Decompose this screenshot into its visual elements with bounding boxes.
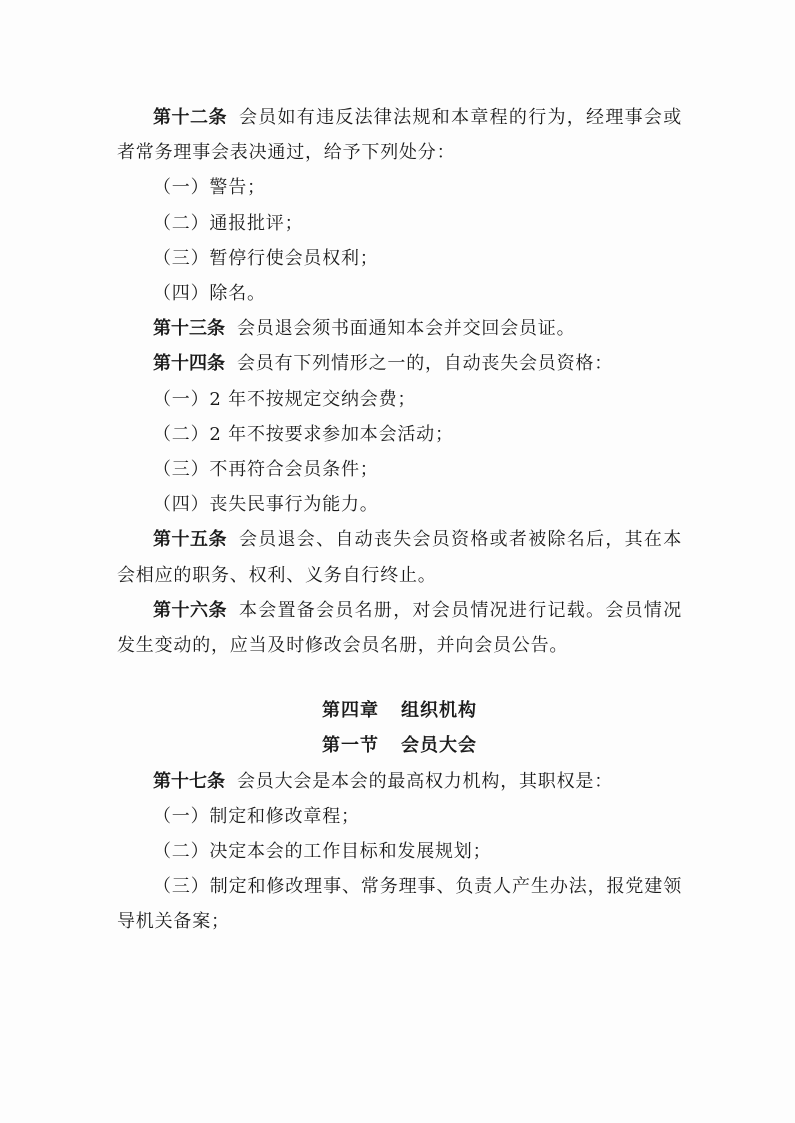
list-item: （二）2 年不按要求参加本会活动； (153, 423, 454, 445)
list-item-wrapped: （三）制定和修改理事、常务理事、负责人产生办法，报党建领导机关备案； (117, 876, 682, 933)
article-text: 本会置备会员名册，对会员情况进行记载。会员情况发生变动的，应当及时修改会员名册，并向会员公告。 (117, 599, 682, 657)
section-number: 第一节 (322, 735, 379, 757)
article-13 (117, 311, 682, 346)
list-item: （三）暂停行使会员权利； (153, 247, 379, 269)
list-item: （一）警告； (153, 177, 266, 199)
chapter-title: 组织机构 (401, 700, 477, 722)
article-label: 第十五条 (153, 529, 227, 551)
article-14 (117, 346, 682, 381)
list-item: （三）不再符合会员条件； (153, 459, 379, 481)
article-label: 第十六条 (153, 599, 227, 621)
list-item: （二）通报批评； (153, 212, 304, 234)
list-item: （四）除名。 (153, 283, 266, 305)
article-label: 第十四条 (153, 353, 225, 375)
list-item: （二）决定本会的工作目标和发展规划； (153, 841, 492, 863)
article-label: 第十三条 (153, 318, 225, 340)
article-12 (117, 100, 682, 170)
article-label: 第十七条 (153, 770, 225, 792)
section-title: 会员大会 (401, 735, 477, 757)
article-text: 会员大会是本会的最高权力机构，其职权是： (237, 770, 613, 792)
list-item: （一）制定和修改章程； (153, 805, 360, 827)
article-text: 会员如有违反法律法规和本章程的行为，经理事会或者常务理事会表决通过，给予下列处分： (117, 107, 682, 164)
section-spacer (117, 663, 682, 693)
document-body (117, 100, 682, 940)
chapter-heading (117, 693, 682, 728)
section-heading (117, 728, 682, 763)
article-text: 会员退会须书面通知本会并交回会员证。 (237, 318, 576, 340)
article-label: 第十二条 (153, 107, 227, 128)
article-text: 会员有下列情形之一的，自动丧失会员资格： (237, 353, 613, 375)
article-text: 会员退会、自动丧失会员资格或者被除名后，其在本会相应的职务、权利、义务自行终止。 (117, 529, 682, 586)
chapter-number: 第四章 (322, 700, 379, 722)
article-17 (117, 764, 682, 799)
list-item: （四）丧失民事行为能力。 (153, 494, 379, 516)
article-16 (117, 593, 682, 663)
article-15 (117, 522, 682, 592)
list-item: （一）2 年不按规定交纳会费； (153, 388, 417, 410)
